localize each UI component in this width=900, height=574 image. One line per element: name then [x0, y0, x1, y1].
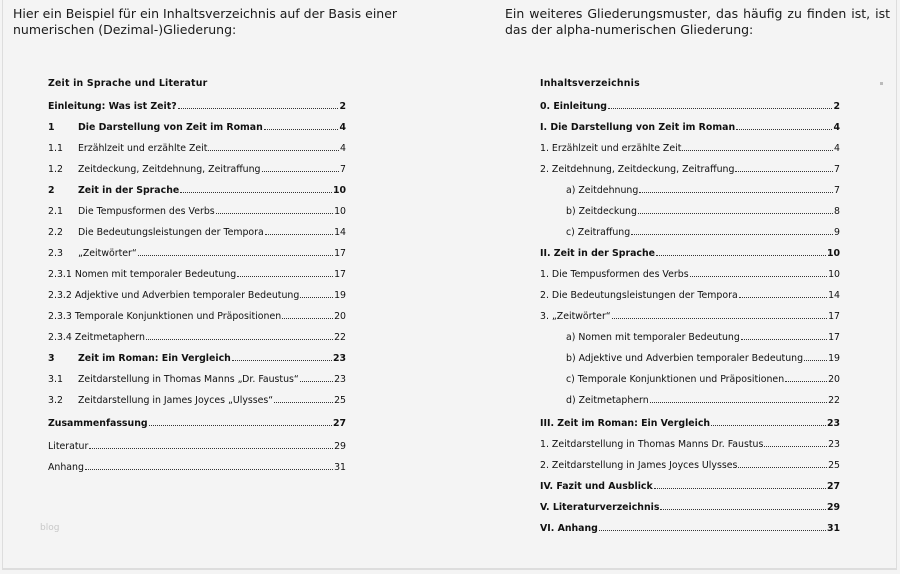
- entry-label: Zeitdeckung, Zeitdehnung, Zeitraffung: [78, 164, 261, 175]
- entry-page: 7: [834, 185, 840, 196]
- entry-page: 29: [334, 441, 346, 452]
- toc-entry: [540, 246, 840, 267]
- entry-number: 2.3.1: [48, 269, 72, 280]
- toc-entry: [540, 267, 840, 288]
- entry-page: 31: [334, 462, 346, 473]
- entry-page: 17: [828, 332, 840, 343]
- leader-dots: [265, 225, 333, 235]
- entry-label: Nomen mit temporaler Bedeutung: [74, 269, 237, 280]
- toc-entry: [48, 439, 346, 460]
- entry-page: 20: [828, 374, 840, 385]
- entry-page: 25: [334, 395, 346, 406]
- entry-page: 20: [334, 311, 346, 322]
- leader-dots: [741, 330, 827, 340]
- entry-label: Literatur: [48, 441, 89, 452]
- entry-page: 4: [340, 143, 346, 154]
- entry-page: 14: [334, 227, 346, 238]
- entry-label: IV. Fazit und Ausblick: [540, 481, 653, 492]
- leader-dots: [274, 393, 333, 403]
- entry-number: 1.2: [48, 164, 63, 175]
- entry-label: a) Nomen mit temporaler Bedeutung: [566, 332, 740, 343]
- entry-page: 10: [826, 248, 840, 259]
- entry-label: Zeitdarstellung in Thomas Manns „Dr. Faustus“: [78, 374, 299, 385]
- entry-number: 2.2: [48, 227, 63, 238]
- entry-page: 19: [828, 353, 840, 364]
- leader-dots: [785, 372, 827, 382]
- toc-entry: [540, 479, 840, 500]
- entry-label: Zeit in der Sprache: [78, 185, 180, 196]
- entry-label: b) Adjektive und Adverbien temporaler Bedeutung: [566, 353, 804, 364]
- entry-page: 23: [334, 374, 346, 385]
- entry-label: d) Zeitmetaphern: [566, 395, 649, 406]
- entry-page: 4: [834, 143, 840, 154]
- entry-page: 7: [834, 164, 840, 175]
- leader-dots: [804, 351, 827, 361]
- entry-number: 2.3: [48, 248, 63, 259]
- toc-entry: [48, 351, 346, 372]
- toc-entry: [48, 246, 346, 267]
- entry-label: 3. „Zeitwörter“: [540, 311, 611, 322]
- leader-dots: [650, 393, 827, 403]
- entry-label: Die Tempusformen des Verbs: [78, 206, 215, 217]
- entry-page: 17: [334, 248, 346, 259]
- toc-entry: [540, 351, 840, 372]
- toc-entry: [48, 416, 346, 437]
- entry-label: Zeit im Roman: Ein Vergleich: [78, 353, 231, 364]
- toc-entry: [540, 141, 840, 162]
- leader-dots: [735, 162, 833, 172]
- toc-entry: [540, 330, 840, 351]
- entry-label: 2. Zeitdarstellung in James Joyces Ulysses: [540, 460, 738, 471]
- toc-entry: [48, 225, 346, 246]
- entry-page: 23: [826, 418, 840, 429]
- leader-dots: [264, 120, 339, 130]
- entry-number: 3: [48, 353, 55, 364]
- leader-dots: [146, 330, 333, 340]
- toc-entry: [540, 99, 840, 120]
- scan-artifact: [880, 82, 883, 85]
- entry-page: 10: [828, 269, 840, 280]
- toc-entry: [540, 204, 840, 225]
- toc-entry: [540, 458, 840, 479]
- entry-page: 27: [332, 418, 346, 429]
- entry-page: 25: [828, 460, 840, 471]
- entry-page: 22: [828, 395, 840, 406]
- entry-label: V. Literaturverzeichnis: [540, 502, 660, 513]
- entry-label: Anhang: [48, 462, 84, 473]
- leader-dots: [599, 521, 826, 531]
- entry-page: 27: [826, 481, 840, 492]
- entry-page: 17: [334, 269, 346, 280]
- entry-label: c) Temporale Konjunktionen und Präpositionen: [566, 374, 785, 385]
- entry-number: 1.1: [48, 143, 63, 154]
- entry-label: b) Zeitdeckung: [566, 206, 637, 217]
- entry-page: 17: [828, 311, 840, 322]
- entry-page: 19: [334, 290, 346, 301]
- leader-dots: [300, 372, 333, 382]
- toc-entry: [48, 460, 346, 481]
- entry-page: 4: [833, 122, 840, 133]
- toc-entry: [48, 309, 346, 330]
- toc-entry: [540, 288, 840, 309]
- toc-title: Zeit in Sprache und Literatur: [48, 78, 208, 89]
- leader-dots: [764, 437, 827, 447]
- entry-label: c) Zeitraffung: [566, 227, 631, 238]
- alphanumeric-toc: [540, 77, 840, 542]
- entry-page: 9: [834, 227, 840, 238]
- toc-entry: [540, 183, 840, 204]
- leader-dots: [208, 141, 339, 151]
- leader-dots: [89, 439, 333, 449]
- entry-label: Zeitdarstellung in James Joyces „Ulysses“: [78, 395, 274, 406]
- toc-entry: [540, 393, 840, 414]
- toc-entry: [540, 309, 840, 330]
- entry-page: 14: [828, 290, 840, 301]
- leader-dots: [138, 246, 333, 256]
- entry-label: Erzählzeit und erzählte Zeit: [78, 143, 208, 154]
- entry-page: 2: [833, 101, 840, 112]
- toc-entry: [48, 393, 346, 414]
- entry-number: 2.1: [48, 206, 63, 217]
- toc-entry: [540, 225, 840, 246]
- entry-page: 10: [334, 206, 346, 217]
- leader-dots: [631, 225, 833, 235]
- leader-dots: [262, 162, 340, 172]
- right-intro-text: Ein weiteres Gliederungsmuster, das häufig zu finden ist, ist das der alpha-numerischen Gliederung:: [505, 6, 890, 37]
- entry-page: 4: [339, 122, 346, 133]
- entry-label: Zusammenfassung: [48, 418, 148, 429]
- leader-dots: [690, 267, 827, 277]
- entry-number: 2.3.2: [48, 290, 72, 301]
- entry-number: 2.3.4: [48, 332, 72, 343]
- toc-entry: [540, 437, 840, 458]
- entry-label: 0. Einleitung: [540, 101, 607, 112]
- entry-label: 2. Die Bedeutungsleistungen der Tempora: [540, 290, 738, 301]
- entry-label: I. Die Darstellung von Zeit im Roman: [540, 122, 736, 133]
- entry-page: 7: [340, 164, 346, 175]
- entry-page: 10: [332, 185, 346, 196]
- leader-dots: [739, 288, 827, 298]
- toc-entry: [48, 183, 346, 204]
- entry-page: 8: [834, 206, 840, 217]
- leader-dots: [232, 351, 332, 361]
- toc-entry: [48, 267, 346, 288]
- entry-label: Temporale Konjunktionen und Präpositionen: [74, 311, 282, 322]
- toc-title: Inhaltsverzeichnis: [540, 78, 640, 89]
- entry-label: Einleitung: Was ist Zeit?: [48, 101, 177, 112]
- toc-entry: [48, 372, 346, 393]
- decimal-toc: [48, 77, 346, 481]
- leader-dots: [149, 416, 332, 426]
- left-intro-text: Hier ein Beispiel für ein Inhaltsverzeichnis auf der Basis einer numerischen (Dezimal-)Gliederung:: [13, 6, 398, 37]
- leader-dots: [639, 183, 833, 193]
- toc-entry: [540, 372, 840, 393]
- entry-label: Die Darstellung von Zeit im Roman: [78, 122, 263, 133]
- toc-entry: [540, 416, 840, 437]
- toc-entry: [48, 330, 346, 351]
- entry-page: 2: [339, 101, 346, 112]
- toc-entry: [48, 204, 346, 225]
- toc-entry: [48, 120, 346, 141]
- entry-label: III. Zeit im Roman: Ein Vergleich: [540, 418, 711, 429]
- toc-entry: [540, 500, 840, 521]
- entry-label: a) Zeitdehnung: [566, 185, 639, 196]
- leader-dots: [180, 183, 332, 193]
- toc-entry: [540, 120, 840, 141]
- entry-label: Adjektive und Adverbien temporaler Bedeutung: [74, 290, 300, 301]
- leader-dots: [216, 204, 333, 214]
- entry-label: „Zeitwörter“: [78, 248, 137, 259]
- entry-number: 2.3.3: [48, 311, 72, 322]
- toc-entry: [540, 162, 840, 183]
- watermark: blog: [40, 523, 60, 533]
- entry-label: 2. Zeitdehnung, Zeitdeckung, Zeitraffung: [540, 164, 735, 175]
- leader-dots: [638, 204, 833, 214]
- entry-number: 2: [48, 185, 55, 196]
- entry-page: 31: [826, 523, 840, 534]
- entry-number: 3.2: [48, 395, 63, 406]
- toc-entry: [48, 99, 346, 120]
- entry-number: 3.1: [48, 374, 63, 385]
- entry-label: 1. Erzählzeit und erzählte Zeit: [540, 143, 682, 154]
- leader-dots: [608, 99, 833, 109]
- leader-dots: [656, 246, 826, 256]
- leader-dots: [237, 267, 333, 277]
- entry-label: Die Bedeutungsleistungen der Tempora: [78, 227, 264, 238]
- entry-page: 29: [826, 502, 840, 513]
- leader-dots: [711, 416, 826, 426]
- entry-label: Zeitmetaphern: [74, 332, 145, 343]
- toc-entry: [540, 521, 840, 542]
- leader-dots: [736, 120, 832, 130]
- entry-page: 22: [334, 332, 346, 343]
- leader-dots: [682, 141, 833, 151]
- entry-number: 1: [48, 122, 55, 133]
- leader-dots: [300, 288, 333, 298]
- toc-entry: [48, 162, 346, 183]
- toc-entry: [48, 288, 346, 309]
- entry-label: II. Zeit in der Sprache: [540, 248, 656, 259]
- entry-label: VI. Anhang: [540, 523, 598, 534]
- leader-dots: [654, 479, 826, 489]
- leader-dots: [282, 309, 333, 319]
- leader-dots: [612, 309, 827, 319]
- entry-page: 23: [828, 439, 840, 450]
- entry-label: 1. Die Tempusformen des Verbs: [540, 269, 689, 280]
- toc-entry: [48, 141, 346, 162]
- leader-dots: [738, 458, 827, 468]
- entry-page: 23: [332, 353, 346, 364]
- entry-label: 1. Zeitdarstellung in Thomas Manns Dr. Faustus: [540, 439, 764, 450]
- leader-dots: [178, 99, 339, 109]
- leader-dots: [660, 500, 826, 510]
- leader-dots: [85, 460, 333, 470]
